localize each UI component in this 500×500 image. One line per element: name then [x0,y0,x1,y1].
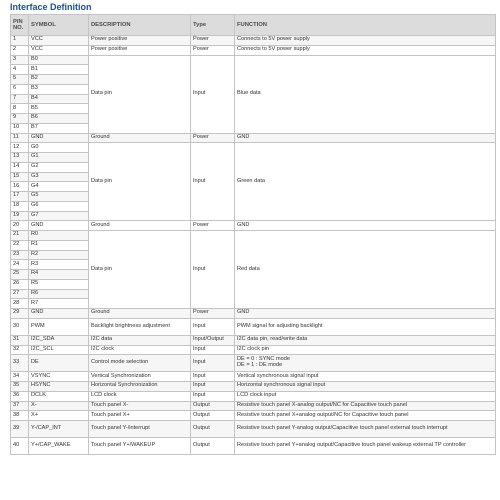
table-row [11,55,496,65]
symbol-cell: B4 [29,94,89,104]
description-cell: Horizontal Synchronization [89,382,191,392]
pin-cell: 27 [11,289,29,299]
pin-cell: 36 [11,391,29,401]
pin-cell: 1 [11,36,29,46]
type-cell: Input [191,391,235,401]
table-row [11,345,496,355]
table-row [11,143,496,153]
symbol-cell: R5 [29,279,89,289]
symbol-cell: X+ [29,411,89,421]
page-title: Interface Definition [10,2,92,12]
description-cell: Power positive [89,45,191,55]
description-cell: LCD clock [89,391,191,401]
function-cell: Resistive touch panel Y+analog output/Capacitive touch panel wakeup external TP controller [235,438,496,455]
symbol-cell: G7 [29,211,89,221]
pin-cell: 26 [11,279,29,289]
function-cell: Connects to 5V power supply [235,45,496,55]
function-cell: I2C clock pin [235,345,496,355]
pin-cell: 10 [11,123,29,133]
table-row [11,309,496,319]
symbol-cell: G1 [29,153,89,163]
symbol-cell: DE [29,355,89,372]
function-cell: I2C data pin, read/write data [235,335,496,345]
description-cell: I2C data [89,335,191,345]
function-cell: GND [235,309,496,319]
pin-cell: 21 [11,231,29,241]
type-cell: Output [191,411,235,421]
symbol-cell: B5 [29,104,89,114]
symbol-cell: Y+/CAP_WAKE [29,438,89,455]
pin-cell: 37 [11,401,29,411]
function-cell: Vertical synchronous signal input [235,372,496,382]
function-cell: Connects to 5V power supply [235,36,496,46]
function-cell: Resistive touch panel Y-analog output/Capacitive touch panel external touch interrupt [235,421,496,438]
symbol-cell: R3 [29,260,89,270]
function-line: DE = 1 : DE mode [237,362,283,369]
table-row [11,372,496,382]
type-cell: Input/Output [191,335,235,345]
pin-cell: 33 [11,355,29,372]
symbol-cell: PWM [29,318,89,335]
pin-cell: 9 [11,114,29,124]
type-cell: Input [191,355,235,372]
pin-cell: 18 [11,201,29,211]
symbol-cell: B2 [29,75,89,85]
function-cell: Resistive touch panel X-analog output/NC for Capacitive touch panel [235,401,496,411]
pin-cell: 17 [11,192,29,202]
description-cell: Data pin [89,143,191,221]
pin-cell: 11 [11,133,29,143]
type-cell: Input [191,231,235,309]
type-cell: Input [191,372,235,382]
symbol-cell: R1 [29,240,89,250]
symbol-cell: I2C_SCL [29,345,89,355]
description-cell: I2C clock [89,345,191,355]
symbol-cell: VCC [29,36,89,46]
pin-cell: 40 [11,438,29,455]
pin-cell: 32 [11,345,29,355]
pin-cell: 39 [11,421,29,438]
header-symbol: SYMBOL [29,15,89,36]
type-cell: Input [191,318,235,335]
type-cell: Power [191,45,235,55]
function-cell [235,355,496,372]
table-row [11,318,496,335]
function-cell: LCD clock input [235,391,496,401]
pin-cell: 38 [11,411,29,421]
pin-cell: 31 [11,335,29,345]
table-row [11,382,496,392]
symbol-cell: B0 [29,55,89,65]
description-cell: Touch panel Y+/WAKEUP [89,438,191,455]
symbol-cell: GND [29,133,89,143]
type-cell: Input [191,55,235,133]
table-body [11,36,496,455]
description-cell: Touch panel X- [89,401,191,411]
table-header-row [11,15,496,36]
header-type: Type [191,15,235,36]
symbol-cell: X- [29,401,89,411]
function-line: DE = 0 : SYNC mode [237,356,291,363]
type-cell: Power [191,133,235,143]
symbol-cell: B6 [29,114,89,124]
function-cell: GND [235,221,496,231]
table-row [11,133,496,143]
description-cell: Power positive [89,36,191,46]
pin-cell: 15 [11,172,29,182]
interface-table [10,14,496,455]
description-cell: Ground [89,221,191,231]
description-cell: Control mode selection [89,355,191,372]
pin-cell: 24 [11,260,29,270]
symbol-cell: G0 [29,143,89,153]
function-cell: Blue data [235,55,496,133]
description-cell: Ground [89,133,191,143]
description-cell: Data pin [89,231,191,309]
table-row [11,36,496,46]
pin-cell: 5 [11,75,29,85]
type-cell: Input [191,143,235,221]
description-cell: Touch panel Y-/interrupt [89,421,191,438]
type-cell: Power [191,36,235,46]
type-cell: Output [191,421,235,438]
symbol-cell: G6 [29,201,89,211]
pin-cell: 20 [11,221,29,231]
pin-cell: 12 [11,143,29,153]
symbol-cell: B7 [29,123,89,133]
description-cell: Touch panel X+ [89,411,191,421]
symbol-cell: R7 [29,299,89,309]
description-cell: Vertical Synchronization [89,372,191,382]
header-function: FUNCTION [235,15,496,36]
header-pin: PIN NO. [11,15,29,36]
table-row [11,221,496,231]
function-cell: Green data [235,143,496,221]
table-row [11,421,496,438]
description-cell: Data pin [89,55,191,133]
table-row [11,411,496,421]
pin-cell: 34 [11,372,29,382]
pin-cell: 4 [11,65,29,75]
function-cell: Resistive touch panel X+analog output/NC for Capacitive touch panel [235,411,496,421]
table-row [11,355,496,372]
pin-cell: 35 [11,382,29,392]
symbol-cell: VCC [29,45,89,55]
pin-cell: 7 [11,94,29,104]
symbol-cell: I2C_SDA [29,335,89,345]
pin-cell: 14 [11,162,29,172]
symbol-cell: VSYNC [29,372,89,382]
function-cell: PWM signal for adjusting backlight [235,318,496,335]
type-cell: Input [191,382,235,392]
symbol-cell: GND [29,309,89,319]
pin-cell: 2 [11,45,29,55]
type-cell: Input [191,345,235,355]
function-cell: GND [235,133,496,143]
pin-cell: 19 [11,211,29,221]
type-cell: Power [191,221,235,231]
pin-cell: 16 [11,182,29,192]
table-row [11,231,496,241]
description-cell: Backlight brightness adjustment [89,318,191,335]
symbol-cell: R6 [29,289,89,299]
pin-cell: 29 [11,309,29,319]
pin-cell: 8 [11,104,29,114]
pin-cell: 3 [11,55,29,65]
symbol-cell: G5 [29,192,89,202]
symbol-cell: B3 [29,84,89,94]
function-cell: Red data [235,231,496,309]
pin-cell: 30 [11,318,29,335]
symbol-cell: R0 [29,231,89,241]
symbol-cell: Y-/CAP_INT [29,421,89,438]
symbol-cell: HSYNC [29,382,89,392]
pin-cell: 13 [11,153,29,163]
pin-cell: 25 [11,270,29,280]
symbol-cell: B1 [29,65,89,75]
table-row [11,335,496,345]
symbol-cell: G4 [29,182,89,192]
symbol-cell: G3 [29,172,89,182]
table-row [11,45,496,55]
description-cell: Ground [89,309,191,319]
pin-cell: 28 [11,299,29,309]
symbol-cell: G2 [29,162,89,172]
symbol-cell: R2 [29,250,89,260]
table-row [11,401,496,411]
pin-cell: 6 [11,84,29,94]
pin-cell: 22 [11,240,29,250]
type-cell: Output [191,438,235,455]
function-cell: Horizontal synchronous signal input [235,382,496,392]
header-description: DESCRIPTION [89,15,191,36]
pin-cell: 23 [11,250,29,260]
table-row [11,438,496,455]
type-cell: Output [191,401,235,411]
symbol-cell: R4 [29,270,89,280]
type-cell: Power [191,309,235,319]
table-row [11,391,496,401]
symbol-cell: GND [29,221,89,231]
symbol-cell: DCLK [29,391,89,401]
